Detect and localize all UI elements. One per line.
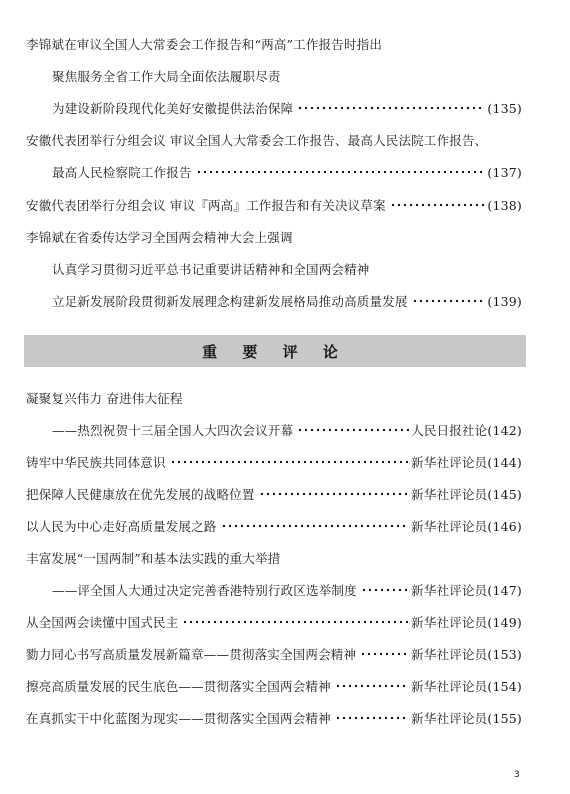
toc-entry[interactable] <box>26 614 522 632</box>
toc-entry-page: (135) <box>487 101 522 116</box>
toc-entry-title: 安徽代表团举行分组会议 审议全国人大常委会工作报告、最高人民法院工作报告、 <box>26 133 488 148</box>
dot-leader <box>297 424 409 436</box>
toc-entry-title: 以人民为中心走好高质量发展之路 <box>26 519 217 534</box>
toc-entry[interactable] <box>26 229 522 247</box>
dot-leader <box>259 488 410 500</box>
toc-entry-author: 新华社评论员 <box>411 455 488 470</box>
toc-entry-author: 新华社评论员 <box>411 487 488 502</box>
toc-entry-page: (145) <box>487 487 522 502</box>
toc-entry-author: 新华社评论员 <box>411 615 488 630</box>
toc-entry[interactable] <box>26 486 522 504</box>
dot-leader <box>335 680 409 692</box>
toc-entry-page: (147) <box>487 583 522 598</box>
toc-entry-page: (146) <box>487 519 522 534</box>
toc-entry-author: 人民日报社论 <box>411 423 488 438</box>
toc-entry[interactable] <box>26 678 522 696</box>
dot-leader <box>182 616 409 628</box>
toc-entry-page: (142) <box>487 423 522 438</box>
dot-leader <box>221 520 410 532</box>
toc-entry-author: 新华社评论员 <box>411 519 488 534</box>
toc-entry-title: 聚焦服务全省工作大局全面依法履职尽责 <box>52 69 281 84</box>
toc-entry[interactable] <box>52 422 522 440</box>
toc-entry-author: 新华社评论员 <box>411 679 488 694</box>
section-heading: 重 要 评 论 <box>202 342 348 361</box>
toc-entry-title: 凝聚复兴伟力 奋进伟大征程 <box>26 391 183 406</box>
toc-entry[interactable] <box>26 550 522 568</box>
dot-leader <box>335 712 409 724</box>
toc-entry-title: 勠力同心书写高质量发展新篇章——贯彻落实全国两会精神 <box>26 647 357 662</box>
toc-entry[interactable] <box>26 36 522 54</box>
toc-entry-title: 李锦斌在审议全国人大常委会工作报告和“两高”工作报告时指出 <box>26 37 383 52</box>
toc-entry-page: (138) <box>487 198 522 213</box>
dot-leader <box>170 456 409 468</box>
toc-entry-page: (139) <box>487 294 522 309</box>
toc-entry-page: (155) <box>487 711 522 726</box>
section-heading-bar <box>24 335 526 367</box>
toc-entry[interactable] <box>26 646 522 664</box>
dot-leader <box>196 166 486 178</box>
toc-entry-page: (144) <box>487 455 522 470</box>
toc-entry-title: 为建设新阶段现代化美好安徽提供法治保障 <box>52 101 294 116</box>
page-number: 3 <box>514 770 520 780</box>
toc-entry[interactable] <box>52 100 522 118</box>
toc-entry-title: 把保障人民健康放在优先发展的战略位置 <box>26 487 255 502</box>
toc-entry-title: 擦亮高质量发展的民生底色——贯彻落实全国两会精神 <box>26 679 331 694</box>
toc-entry[interactable] <box>52 164 522 182</box>
toc-entry-title: ——热烈祝贺十三届全国人大四次会议开幕 <box>52 423 294 438</box>
toc-entry-page: (149) <box>487 615 522 630</box>
toc-entry-title: 最高人民检察院工作报告 <box>52 165 192 180</box>
dot-leader <box>412 295 486 307</box>
toc-entry-title: 李锦斌在省委传达学习全国两会精神大会上强调 <box>26 230 293 245</box>
toc-entry-title: 丰富发展“一国两制”和基本法实践的重大举措 <box>26 551 281 566</box>
dot-leader <box>360 648 409 660</box>
dot-leader <box>361 584 409 596</box>
dot-leader <box>390 199 486 211</box>
toc-entry[interactable] <box>26 390 522 408</box>
toc-entry-page: (153) <box>487 647 522 662</box>
toc-entry[interactable] <box>26 454 522 472</box>
toc-entry-author: 新华社评论员 <box>411 711 488 726</box>
toc-entry-title: 安徽代表团举行分组会议 审议『两高』工作报告和有关决议草案 <box>26 198 386 213</box>
toc-entry-title: ——评全国人大通过决定完善香港特别行政区选举制度 <box>52 583 357 598</box>
toc-entry-page: (154) <box>487 679 522 694</box>
toc-entry[interactable] <box>52 261 522 279</box>
toc-entry[interactable] <box>52 68 522 86</box>
toc-entry[interactable] <box>26 518 522 536</box>
toc-entry-title: 在真抓实干中化蓝图为现实——贯彻落实全国两会精神 <box>26 711 331 726</box>
toc-entry[interactable] <box>52 582 522 600</box>
toc-entry-author: 新华社评论员 <box>411 647 488 662</box>
toc-entry-title: 认真学习贯彻习近平总书记重要讲话精神和全国两会精神 <box>52 262 370 277</box>
toc-entry[interactable] <box>52 293 522 311</box>
dot-leader <box>297 102 485 114</box>
toc-entry[interactable] <box>26 710 522 728</box>
toc-entry-page: (137) <box>487 165 522 180</box>
toc-entry-title: 铸牢中华民族共同体意识 <box>26 455 166 470</box>
toc-entry-title: 立足新发展阶段贯彻新发展理念构建新发展格局推动高质量发展 <box>52 294 408 309</box>
toc-entry-title: 从全国两会读懂中国式民主 <box>26 615 179 630</box>
toc-entry[interactable] <box>26 197 522 215</box>
toc-entry-author: 新华社评论员 <box>411 583 488 598</box>
toc-entry[interactable] <box>26 132 522 150</box>
